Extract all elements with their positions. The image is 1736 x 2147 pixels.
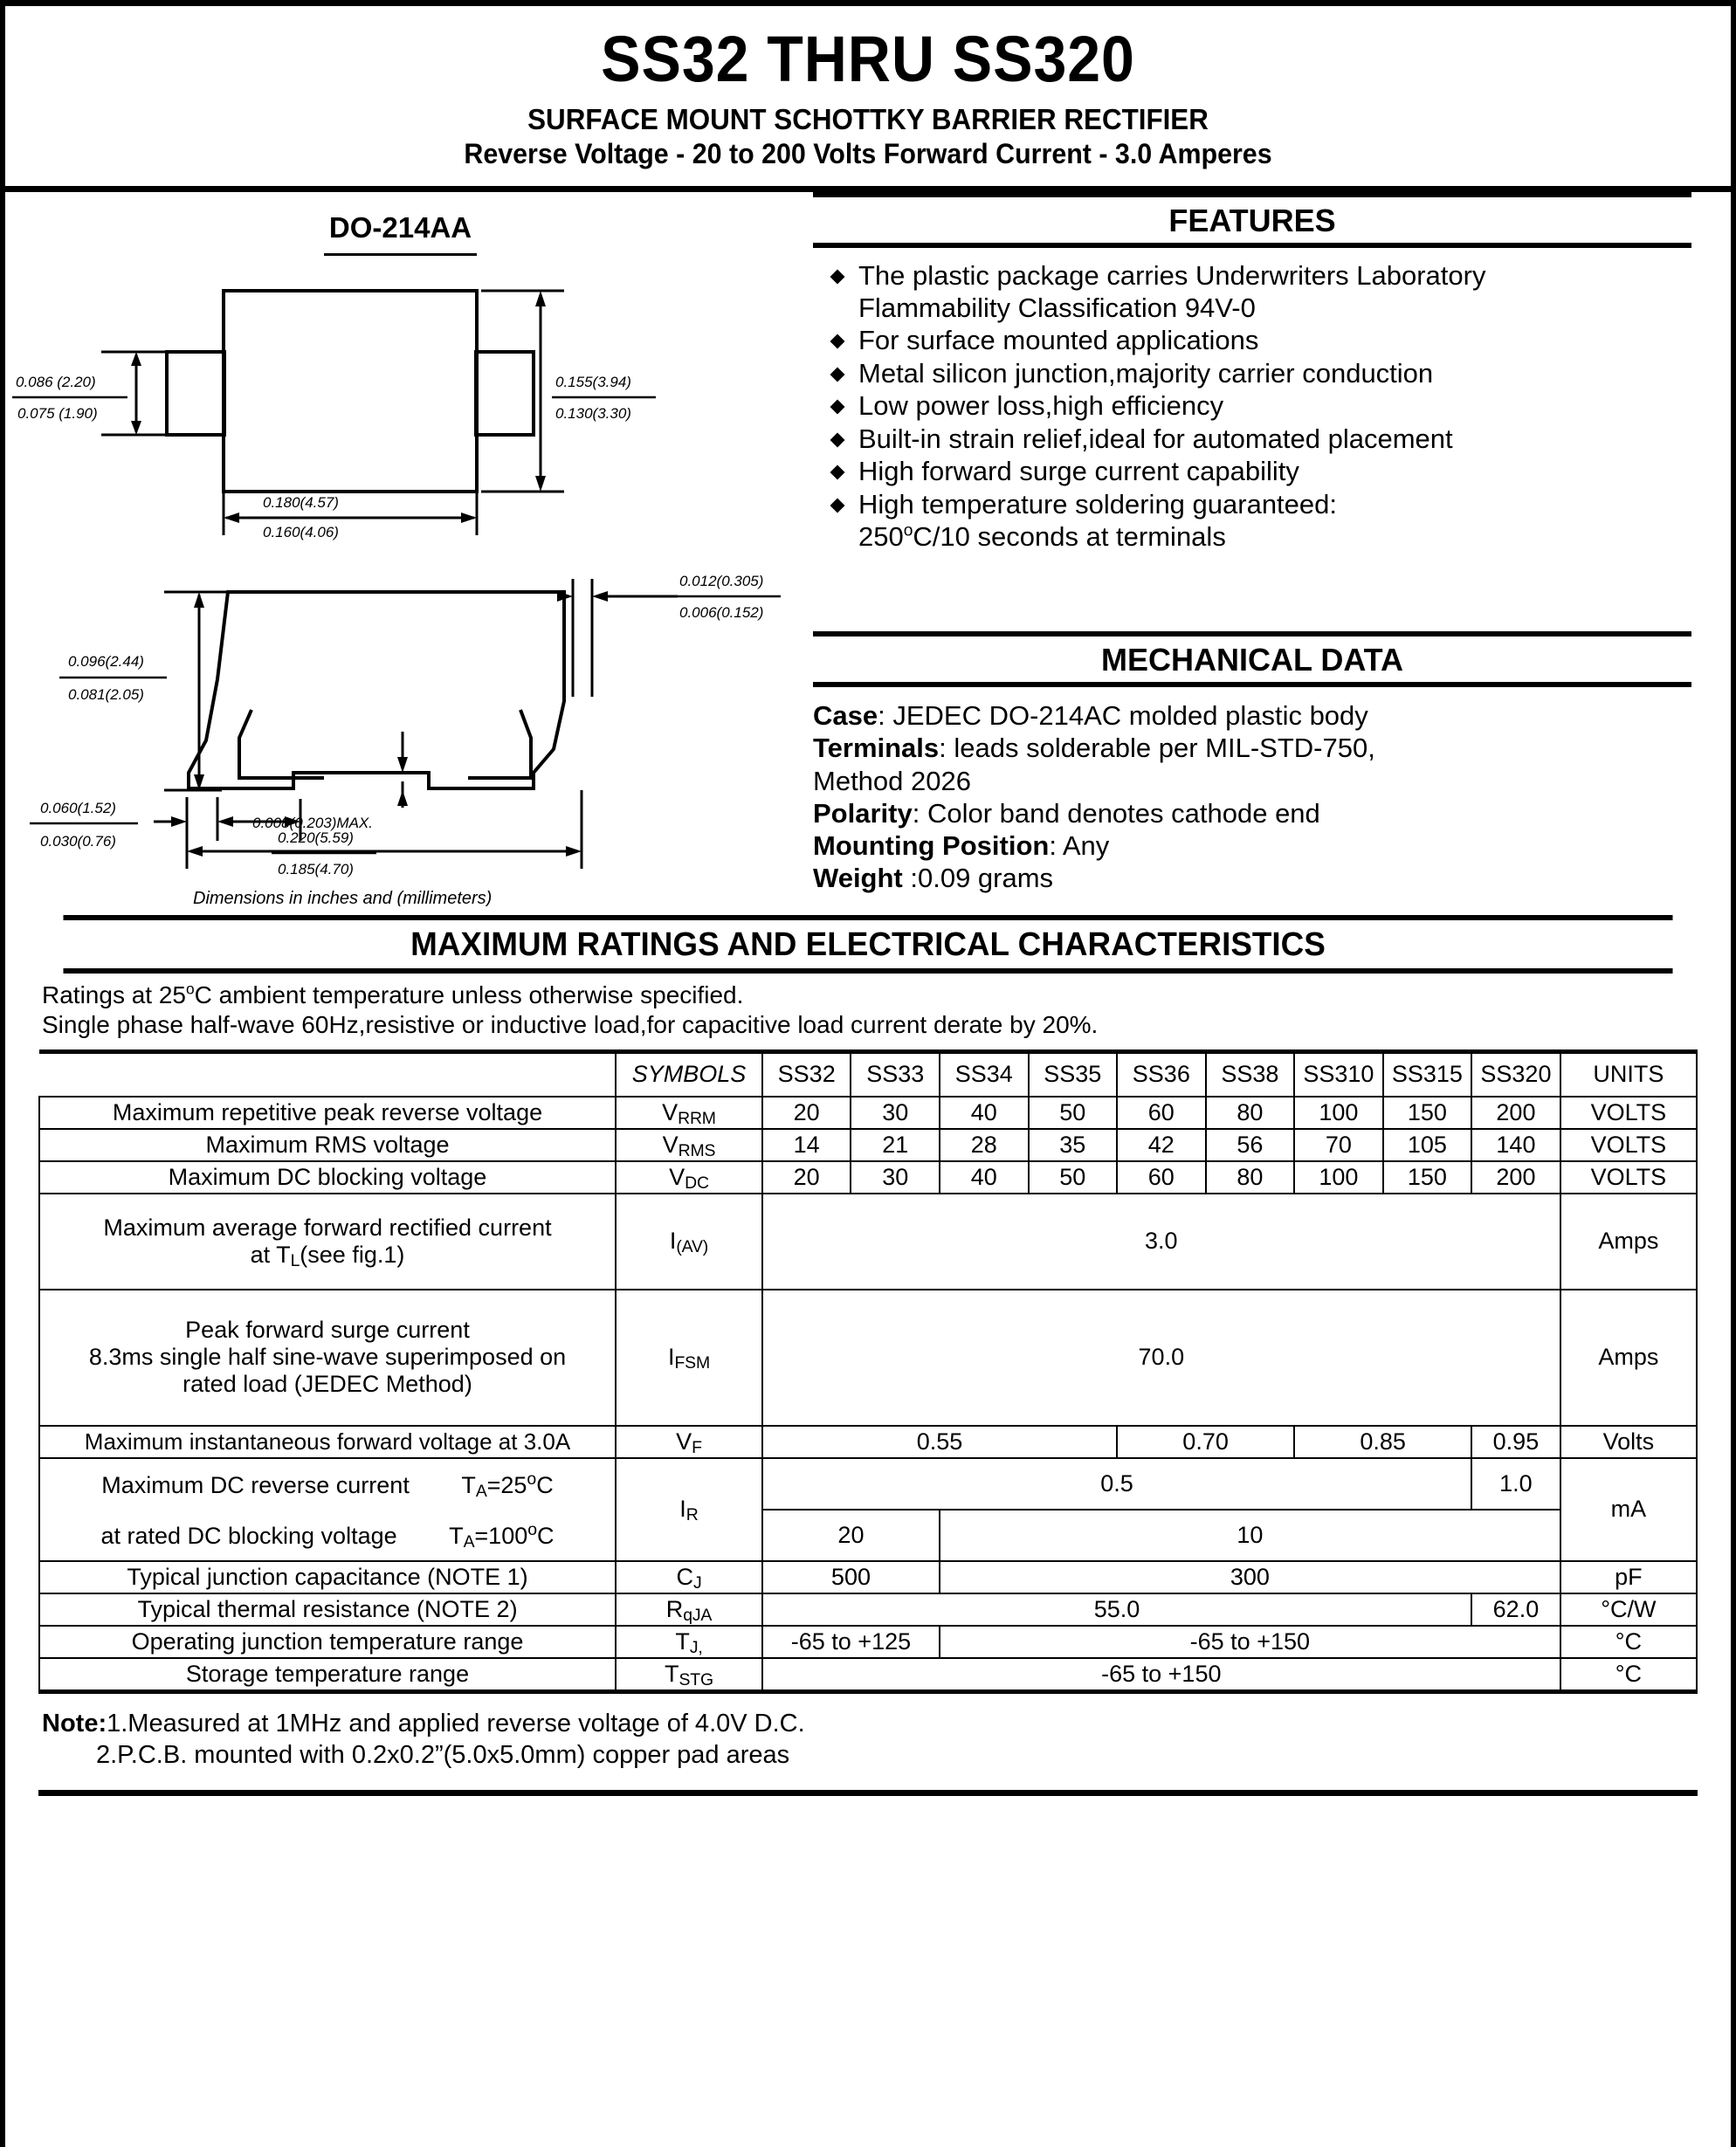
- row-label-ir-line-2: [39, 1510, 616, 1561]
- cell-vrrm-ss35: 50: [1029, 1097, 1118, 1129]
- row-symbol-ir: [616, 1458, 762, 1561]
- mech-terminals-key: Terminals: [813, 733, 940, 764]
- cell-vrrm-units: VOLTS: [1560, 1097, 1697, 1129]
- dim-side-width-max: 0.220(5.59): [278, 829, 354, 846]
- cell-tj-seg-2: -65 to +150: [940, 1626, 1560, 1658]
- symbol-sub: FSM: [674, 1353, 710, 1373]
- row-symbol-tstg: [616, 1658, 762, 1692]
- dim-top-bottom-min: 0.160(4.06): [263, 524, 339, 540]
- symbol-main: V: [662, 1098, 679, 1125]
- ratings-condition-temp: Ratings at 25: [42, 981, 186, 1009]
- mech-mounting: [813, 829, 1691, 862]
- mech-weight-value: :0.09 grams: [902, 863, 1054, 894]
- cell-vdc-units: VOLTS: [1560, 1161, 1697, 1194]
- dim-top-left-max: 0.086 (2.20): [16, 374, 96, 390]
- cell-thermal-seg-2: 62.0: [1471, 1593, 1560, 1626]
- feature-7-temp: 250: [858, 520, 904, 552]
- cell-cj-units: pF: [1560, 1561, 1697, 1593]
- cell-tj-units: °C: [1560, 1626, 1697, 1658]
- header-units: UNITS: [1560, 1051, 1697, 1097]
- mech-weight: [813, 862, 1691, 894]
- ratings-section: [5, 915, 1731, 1771]
- symbol-sub: F: [692, 1437, 702, 1457]
- symbol-main: I: [667, 1344, 675, 1371]
- cell-vrms-ss32: 14: [762, 1129, 851, 1161]
- features-heading: FEATURES: [813, 192, 1691, 248]
- symbol-main: R: [665, 1595, 684, 1622]
- dim-side-width-min: 0.185(4.70): [278, 861, 354, 877]
- note-2: 2.P.C.B. mounted with 0.2x0.2”(5.0x5.0mm) copper pad areas: [96, 1740, 790, 1769]
- row-label-tstg: Storage temperature range: [39, 1658, 616, 1692]
- mech-terminals: [813, 732, 1691, 764]
- cell-vrms-ss35: 35: [1029, 1129, 1118, 1161]
- header-rule: [5, 186, 1731, 192]
- symbol-main: V: [676, 1428, 692, 1455]
- cell-vdc-ss36: 60: [1117, 1161, 1206, 1194]
- header-part-ss34: SS34: [940, 1051, 1029, 1097]
- cell-cj-seg-1: 500: [762, 1561, 940, 1593]
- row-label-vrms: Maximum RMS voltage: [39, 1129, 616, 1161]
- cell-ir-25c-seg-2: 1.0: [1471, 1458, 1560, 1510]
- table-row-ir-25c: [39, 1458, 1697, 1510]
- header-part-ss38: SS38: [1206, 1051, 1295, 1097]
- notes-prefix: Note:1.Measured at 1MHz and applied reverse voltage of 4.0V D.C.: [42, 1709, 805, 1738]
- cell-iav-units: Amps: [1560, 1194, 1697, 1290]
- page-title: SS32 THRU SS320: [601, 23, 1135, 95]
- cell-cj-seg-2: 300: [940, 1561, 1560, 1593]
- note-1: 1.Measured at 1MHz and applied reverse voltage of 4.0V D.C.: [107, 1709, 805, 1738]
- table-row-ir-100c: [39, 1510, 1697, 1561]
- dim-top-left-min: 0.075 (1.90): [17, 405, 98, 422]
- feature-item-6: High forward surge current capability: [825, 456, 1691, 488]
- symbol-main: I: [669, 1228, 677, 1255]
- row-symbol-vrms: [616, 1129, 762, 1161]
- cell-iav-value: 3.0: [762, 1194, 1560, 1290]
- header-blank-cell: [39, 1051, 616, 1097]
- degree-icon: o: [527, 1519, 538, 1539]
- mech-polarity: [813, 797, 1691, 829]
- mechanical-data-heading: MECHANICAL DATA: [813, 631, 1691, 687]
- cell-vf-seg-1: 0.55: [762, 1426, 1117, 1458]
- header-part-ss315: SS315: [1383, 1051, 1472, 1097]
- header-part-ss32: SS32: [762, 1051, 851, 1097]
- mech-mounting-key: Mounting Position: [813, 829, 1050, 861]
- feature-7-line-2-post: C/10 seconds at terminals: [913, 520, 1226, 552]
- row-symbol-vrrm: [616, 1097, 762, 1129]
- cell-vdc-ss33: 30: [851, 1161, 940, 1194]
- header-symbols: SYMBOLS: [616, 1051, 762, 1097]
- header-part-ss35: SS35: [1029, 1051, 1118, 1097]
- dim-side-thickness-min: 0.006(0.152): [679, 604, 764, 621]
- cell-vdc-ss34: 40: [940, 1161, 1029, 1194]
- cell-vdc-ss32: 20: [762, 1161, 851, 1194]
- cell-ir-100c-seg-2: 10: [940, 1510, 1560, 1561]
- iav-at-tl: at T: [250, 1241, 291, 1268]
- header-part-ss33: SS33: [851, 1051, 940, 1097]
- cell-vrrm-ss320: 200: [1471, 1097, 1560, 1129]
- dim-side-height-min: 0.081(2.05): [68, 686, 144, 703]
- row-label-vrrm: Maximum repetitive peak reverse voltage: [39, 1097, 616, 1129]
- page-subtitle-1: SURFACE MOUNT SCHOTTKY BARRIER RECTIFIER: [527, 103, 1209, 135]
- cell-vrrm-ss32: 20: [762, 1097, 851, 1129]
- mechanical-data-list: [813, 699, 1691, 894]
- ratings-conditions: [38, 974, 1698, 1049]
- mech-terminals-value-2: Method 2026: [813, 765, 971, 796]
- symbol-sub: R: [685, 1505, 699, 1525]
- cell-vrrm-ss38: 80: [1206, 1097, 1295, 1129]
- ratings-heading: MAXIMUM RATINGS AND ELECTRICAL CHARACTERISTICS: [64, 915, 1673, 974]
- cell-ifsm-units: Amps: [1560, 1290, 1697, 1426]
- table-header-row: [39, 1051, 1697, 1097]
- ratings-condition-line-1-post: C ambient temperature unless otherwise specified.: [194, 981, 744, 1009]
- cell-thermal-units: °C/W: [1560, 1593, 1697, 1626]
- row-symbol-ifsm: [616, 1290, 762, 1426]
- ir-condition-100c: $TA=100^oC$: [449, 1519, 555, 1552]
- row-label-vdc: Maximum DC blocking voltage: [39, 1161, 616, 1194]
- dim-top-right-min: 0.130(3.30): [555, 405, 631, 422]
- info-column: [796, 192, 1731, 894]
- cell-ir-100c-seg-1: 20: [762, 1510, 940, 1561]
- cell-vrms-ss320: 140: [1471, 1129, 1560, 1161]
- mech-polarity-value: : Color band denotes cathode end: [912, 797, 1320, 829]
- table-row-vrms: [39, 1129, 1697, 1161]
- ratings-condition-line-1: [42, 981, 743, 1008]
- row-label-tj: Operating junction temperature range: [39, 1626, 616, 1658]
- cell-ir-units: mA: [1560, 1458, 1697, 1561]
- row-symbol-tj: [616, 1626, 762, 1658]
- row-symbol-vdc: [616, 1161, 762, 1194]
- drawing-caption: Dimensions in inches and (millimeters): [193, 889, 493, 906]
- symbol-sub: DC: [685, 1173, 709, 1193]
- features-list: [813, 260, 1691, 553]
- symbol-sub: (AV): [676, 1237, 709, 1257]
- cell-vrms-ss34: 28: [940, 1129, 1029, 1161]
- row-label-iav-line-1: Maximum average forward rectified current: [103, 1214, 552, 1241]
- package-drawing-column: [5, 192, 796, 906]
- cell-vrms-ss38: 56: [1206, 1129, 1295, 1161]
- cell-vdc-ss310: 100: [1294, 1161, 1383, 1194]
- table-row-thermal-resistance: [39, 1593, 1697, 1626]
- ir-condition-25c: $TA=25^oC$: [461, 1469, 554, 1501]
- feature-1-line-2: Flammability Classification 94V-0: [858, 292, 1256, 323]
- row-symbol-vf: [616, 1426, 762, 1458]
- table-row-tj: [39, 1626, 1697, 1658]
- cell-ir-25c-seg-1: 0.5: [762, 1458, 1471, 1510]
- cell-vdc-ss35: 50: [1029, 1161, 1118, 1194]
- row-label-iav-line-2: [42, 1242, 613, 1269]
- symbol-main: I: [679, 1496, 686, 1523]
- package-top-view-drawing: [5, 256, 796, 544]
- cell-vrms-ss315: 105: [1383, 1129, 1472, 1161]
- cell-vrrm-ss34: 40: [940, 1097, 1029, 1129]
- cell-vf-seg-3: 0.85: [1294, 1426, 1471, 1458]
- dim-top-right-max: 0.155(3.94): [555, 374, 631, 390]
- row-symbol-cj: [616, 1561, 762, 1593]
- cell-vrms-units: VOLTS: [1560, 1129, 1697, 1161]
- table-row-cj: [39, 1561, 1697, 1593]
- dim-top-bottom-max: 0.180(4.57): [263, 494, 339, 511]
- body-columns: [5, 192, 1731, 906]
- cell-vrrm-ss36: 60: [1117, 1097, 1206, 1129]
- dim-side-height-max: 0.096(2.44): [68, 653, 144, 670]
- cell-thermal-seg-1: 55.0: [762, 1593, 1471, 1626]
- dim-side-foot-max: 0.060(1.52): [40, 800, 116, 816]
- footnotes: [38, 1694, 1698, 1772]
- degree-icon: o: [186, 981, 195, 998]
- table-row-iav: [39, 1194, 1697, 1290]
- header-part-ss310: SS310: [1294, 1051, 1383, 1097]
- cell-vdc-ss315: 150: [1383, 1161, 1472, 1194]
- feature-1-line-1: The plastic package carries Underwriters Laboratory: [858, 260, 1486, 291]
- symbol-sub: qJA: [683, 1605, 713, 1625]
- feature-item-3: Metal silicon junction,majority carrier conduction: [825, 358, 1691, 390]
- cell-vdc-ss320: 200: [1471, 1161, 1560, 1194]
- row-label-ifsm-line-2: 8.3ms single half sine-wave superimposed on: [88, 1344, 567, 1371]
- ir-label-text-2: at rated DC blocking voltage: [100, 1522, 397, 1549]
- iav-fig-ref: (see fig.1): [300, 1241, 405, 1268]
- mech-terminals-value: : leads solderable per MIL-STD-750,: [939, 733, 1375, 764]
- symbol-main: C: [676, 1563, 693, 1590]
- row-label-vf: Maximum instantaneous forward voltage at 3.0A: [39, 1426, 616, 1458]
- table-row-ifsm: [39, 1290, 1697, 1426]
- mech-mounting-value: : Any: [1049, 829, 1110, 861]
- dim-side-standoff: 0.008(0.203)MAX.: [252, 815, 373, 831]
- cell-vrrm-ss315: 150: [1383, 1097, 1472, 1129]
- symbol-main: T: [675, 1627, 690, 1655]
- symbol-sub: STG: [679, 1669, 713, 1689]
- symbol-sub: RRM: [678, 1108, 716, 1128]
- degree-icon: o: [527, 1469, 537, 1489]
- specifications-table: [38, 1049, 1698, 1694]
- package-type-label: DO-214AA: [328, 211, 472, 244]
- row-label-cj: Typical junction capacitance (NOTE 1): [39, 1561, 616, 1593]
- row-label-ifsm: [39, 1290, 616, 1426]
- feature-item-5: Built-in strain relief,ideal for automated placement: [825, 423, 1691, 456]
- row-label-ifsm-line-3: rated load (JEDEC Method): [183, 1371, 472, 1398]
- cell-tj-seg-1: -65 to +125: [762, 1626, 940, 1658]
- cell-vrrm-ss33: 30: [851, 1097, 940, 1129]
- cell-vdc-ss38: 80: [1206, 1161, 1295, 1194]
- cell-vrrm-ss310: 100: [1294, 1097, 1383, 1129]
- cell-vf-seg-4: 0.95: [1471, 1426, 1560, 1458]
- mech-case: [813, 699, 1691, 732]
- cell-ifsm-value: 70.0: [762, 1290, 1560, 1426]
- cell-tstg-value: -65 to +150: [762, 1658, 1560, 1692]
- degree-icon: o: [903, 521, 913, 540]
- table-row-tstg: [39, 1658, 1697, 1692]
- page-subtitle-2: Reverse Voltage - 20 to 200 Volts Forward Current - 3.0 Amperes: [464, 138, 1272, 169]
- top-rule: [5, 0, 1731, 6]
- row-symbol-thermal-resistance: [616, 1593, 762, 1626]
- cell-vrms-ss33: 21: [851, 1129, 940, 1161]
- row-label-thermal-resistance: Typical thermal resistance (NOTE 2): [39, 1593, 616, 1626]
- table-row-vf: [39, 1426, 1697, 1458]
- ir-label-text-1: Maximum DC reverse current: [101, 1471, 410, 1498]
- symbol-main: V: [662, 1131, 679, 1158]
- feature-7-line-1: High temperature soldering guaranteed:: [858, 489, 1338, 520]
- feature-7-line-2: [858, 521, 1226, 552]
- symbol-main: T: [665, 1660, 679, 1687]
- bottom-rule: [38, 1790, 1698, 1796]
- row-label-ir-line-1: [39, 1458, 616, 1510]
- symbol-sub: J,: [689, 1637, 703, 1657]
- mech-weight-key: Weight: [813, 863, 903, 894]
- header-part-ss36: SS36: [1117, 1051, 1206, 1097]
- mech-case-value: : JEDEC DO-214AC molded plastic body: [878, 700, 1368, 732]
- iav-sub-l: L: [290, 1250, 300, 1270]
- table-row-vdc: [39, 1161, 1697, 1194]
- row-symbol-iav: [616, 1194, 762, 1290]
- symbol-sub: RMS: [678, 1140, 716, 1160]
- cell-vf-seg-2: 0.70: [1117, 1426, 1294, 1458]
- symbol-sub: J: [692, 1572, 702, 1593]
- package-side-view-drawing: [5, 544, 796, 906]
- dim-side-foot-min: 0.030(0.76): [40, 833, 116, 850]
- feature-item-2: For surface mounted applications: [825, 325, 1691, 357]
- cell-vf-units: Volts: [1560, 1426, 1697, 1458]
- mech-polarity-key: Polarity: [813, 797, 913, 829]
- table-row-vrrm: [39, 1097, 1697, 1129]
- mech-case-key: Case: [813, 700, 878, 732]
- feature-item-4: Low power loss,high efficiency: [825, 390, 1691, 423]
- feature-item-7: [825, 489, 1691, 553]
- dim-side-thickness-max: 0.012(0.305): [679, 573, 764, 589]
- cell-vrms-ss310: 70: [1294, 1129, 1383, 1161]
- cell-tstg-units: °C: [1560, 1658, 1697, 1692]
- ratings-condition-line-2: Single phase half-wave 60Hz,resistive or inductive load,for capacitive load current derate by 20%.: [42, 1011, 1099, 1039]
- row-label-iav: [39, 1194, 616, 1290]
- header-part-ss320: SS320: [1471, 1051, 1560, 1097]
- symbol-main: V: [669, 1163, 685, 1190]
- row-label-ifsm-line-1: Peak forward surge current: [185, 1317, 470, 1344]
- feature-item-1: [825, 260, 1691, 324]
- cell-vrms-ss36: 42: [1117, 1129, 1206, 1161]
